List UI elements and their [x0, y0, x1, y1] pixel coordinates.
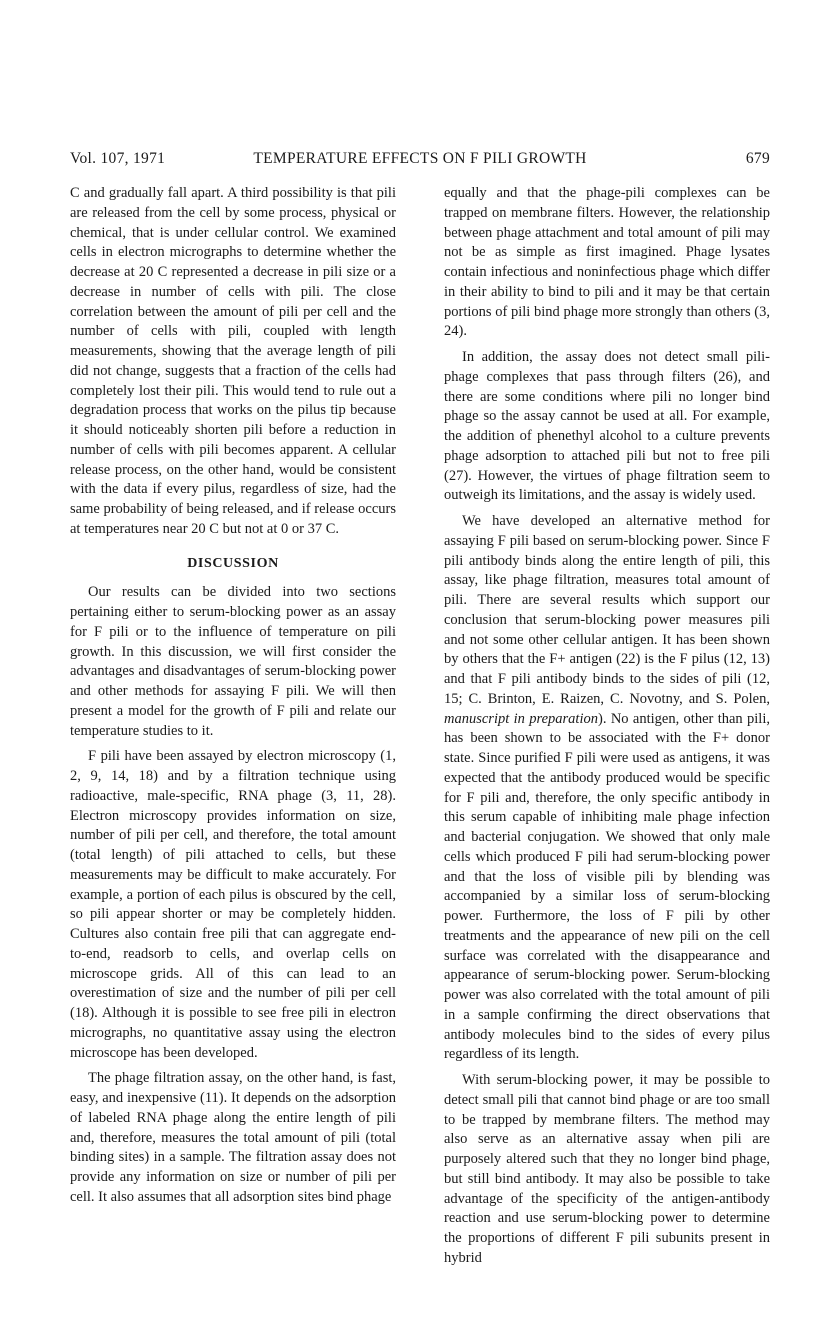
paragraph-text: We have developed an alternative method for assaying F pili based on serum-blocking power. Since F pili antibody binds along the entire length of pili, this assay, like phage filtration, measures total amount of pili. There are several results which support our conclusion that serum-blocking power measures pili and not some other cellular antigen. It has been shown by others that the F+ antigen (22) is the F pilus (12, 13) and that F pili antibody binds to the sides of pili (12, 15; C. Brinton, E. Raizen, C. Novotny, and S. Polen, [444, 513, 770, 707]
right-column [444, 184, 770, 1269]
left-column [70, 184, 396, 1208]
page-number: 679 [745, 150, 770, 167]
paragraph-text: ). No antigen, other than pili, has been shown to be associated with the F+ donor state. Since purified F pili were used as antigens, it was expected that the antibody produced would be specific for F pili and, therefore, the only specific antibody in this serum capable of inhibiting male phage infection and bacterial conjugation. We showed that only male cells which produced F pili had serum-blocking power and that the loss of visible pili by blending was accompanied by a similar loss of serum-blocking power. Furthermore, the loss of F pili by other treatments and the appearance of new pili on the cell surface was correlated with the disappearance and appearance of serum-blocking power. Serum-blocking power was also correlated with the total amount of pili in a sample confirming the direct observations that antibody molecules bind to the sides of every pilus regardless of its length. [444, 710, 770, 1063]
paragraph: Our results can be divided into two sections pertaining either to serum-blocking power as an assay for F pili or to the influence of temperature on pili growth. In this discussion, we will first consider the advantages and disadvantages of serum-blocking power and other methods for assaying F pili. We will then present a model for the growth of F pili and relate our temperature studies to it. [70, 584, 396, 739]
section-heading-discussion: DISCUSSION [187, 555, 279, 571]
running-title: TEMPERATURE EFFECTS ON F PILI GROWTH [253, 150, 587, 167]
paragraph [444, 512, 770, 1065]
paragraph: With serum-blocking power, it may be possible to detect small pili that cannot bind phage or are too small to be trapped by membrane filters. The method may also serve as an alternative assay when pili are purposely altered such that they no longer bind phage, but still bind antibody. It may also be possible to take advantage of the specificity of the antigen-antibody reaction and use serum-blocking power to determine the proportions of different F pili subunits present in hybrid [444, 1072, 770, 1266]
paragraph: equally and that the phage-pili complexes can be trapped on membrane filters. However, the relationship between phage attachment and total amount of pili may not be as simple as first imagined. Phage lysates contain infectious and noninfectious phage which differ in their ability to bind to pili and it may be that certain portions of pili bind phage more strongly than others (3, 24). [444, 185, 770, 340]
running-header [70, 150, 770, 172]
volume-label: Vol. 107, 1971 [70, 150, 166, 167]
paragraph: F pili have been assayed by electron microscopy (1, 2, 9, 14, 18) and by a filtration technique using radioactive, male-specific, RNA phage (3, 11, 28). Electron microscopy provides information on size, number of pili per cell, and therefore, the total amount (total length) of pili attached to cells, but these measurements may be difficult to make accurately. For example, a portion of each pilus is obscured by the cell, so pili appear shorter or may be completely hidden. Cultures also contain free pili that can aggregate end-to-end, readsorb to cells, and overlap cells on microscope grids. All of this can lead to an overestimation of size and the number of pili per cell (18). Although it is possible to see free pili in electron micrographs, no quantitative assay using the electron microscope has been developed. [70, 748, 396, 1061]
manuscript-note: manuscript in preparation [444, 710, 598, 727]
paragraph: The phage filtration assay, on the other hand, is fast, easy, and inexpensive (11). It depends on the adsorption of labeled RNA phage along the entire length of pili and, therefore, measures the total amount of pili (total binding sites) in a sample. The filtration assay does not provide any information on size or number of pili per cell. It also assumes that all adsorption sites bind phage [70, 1070, 396, 1205]
paragraph: C and gradually fall apart. A third possibility is that pili are released from the cell by some process, physical or chemical, that is under cellular control. We examined cells in electron micrographs to determine whether the decrease at 20 C represented a decrease in pili size or a decrease in number of cells with pili. The close correlation between the amount of pili per cell and the number of cells with pili, coupled with length measurements, showing that the average length of pili did not change, suggests that a fraction of the cells had completely lost their pili. This would tend to rule out a degradation process that works on the pilus tip because it should noticeably shorten pili before a reduction in number of cells with pili becomes apparent. A cellular release process, on the other hand, would be consistent with the data if every pilus, regardless of size, had the same probability of being released, and if release occurs at temperatures near 20 C but not at 0 or 37 C. [70, 185, 396, 537]
paragraph: In addition, the assay does not detect small pili-phage complexes that pass through filters (26), and there are some conditions where pili no longer bind phage so the assay cannot be used at all. For example, the addition of phenethyl alcohol to a culture prevents phage adsorption to attached pili but not to free pili (27). However, the virtues of phage filtration seem to outweigh its limitations, and the assay is widely used. [444, 349, 770, 504]
